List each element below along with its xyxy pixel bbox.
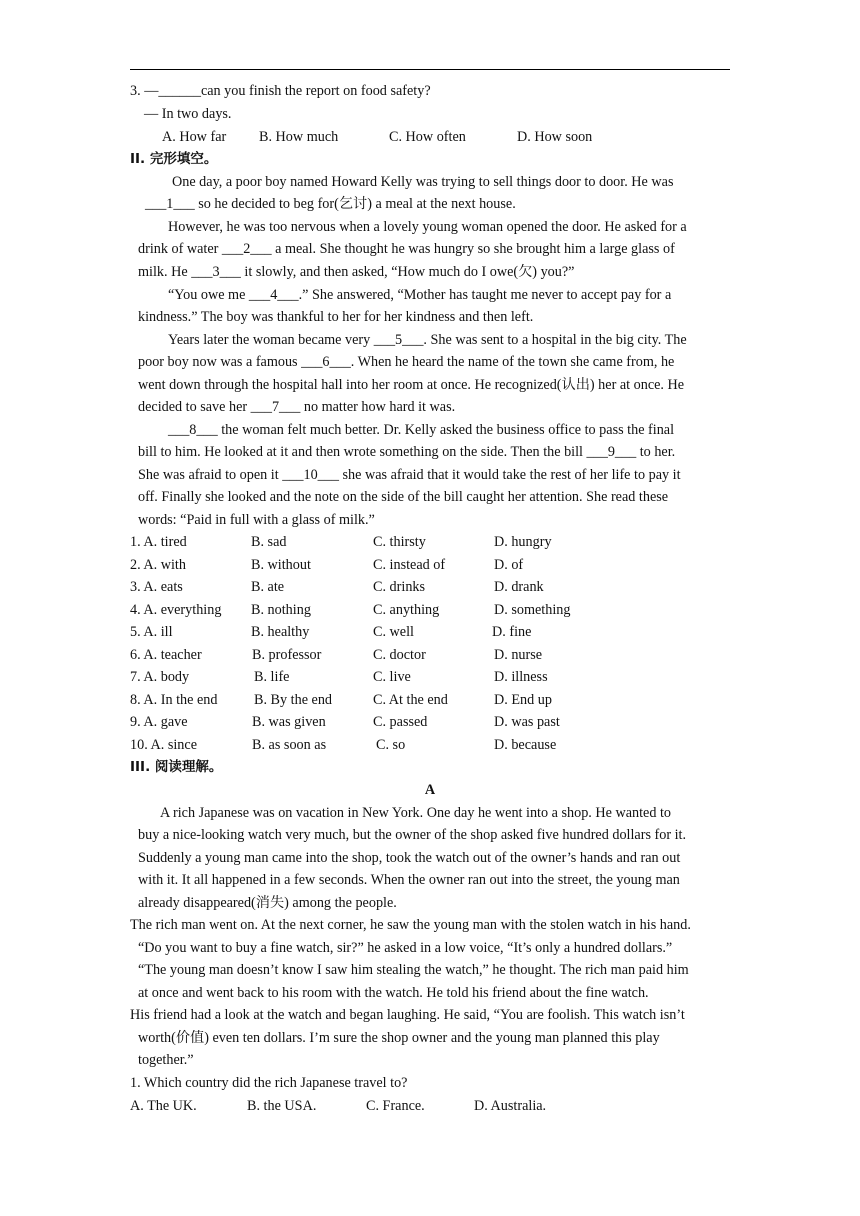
reading-q1-option: A. The UK. [130,1098,197,1114]
section-label: A [424,782,436,798]
cloze-line: decided to save her ___7___ no matter how hard it was. [138,399,456,415]
option-cell: 5. A. ill [130,624,173,640]
option-cell: C. drinks [373,579,426,595]
option-cell: B. By the end [254,692,333,708]
reading-line: “Do you want to buy a fine watch, sir?” he asked in a low voice, “It’s only a hundred dollars.” [138,940,673,956]
option-cell: B. as soon as [252,737,327,753]
option-cell: B. sad [251,534,287,550]
option-cell: 1. A. tired [130,534,187,550]
reading-line: buy a nice-looking watch very much, but the owner of the shop asked five hundred dollars for it. [138,827,687,843]
cloze-heading: II. 完形填空。 [130,151,218,167]
option-cell: B. without [251,557,311,573]
reading-q1-option: B. the USA. [247,1098,317,1114]
option-cell: D. End up [494,692,552,708]
q3-option: D. How soon [517,129,593,145]
reading-line: worth(价值) even ten dollars. I’m sure the shop owner and the young man planned this play [138,1030,660,1046]
cloze-line: She was afraid to open it ___10___ she was afraid that it would take the rest of her life to pay it [138,467,681,483]
reading-line: Suddenly a young man came into the shop, took the watch out of the owner’s hands and ran out [138,850,681,866]
cloze-line: words: “Paid in full with a glass of milk.” [138,512,375,528]
cloze-line: bill to him. He looked at it and then wrote something on the side. Then the bill ___9___ to her. [138,444,676,460]
reading-heading: III. 阅读理解。 [130,759,223,775]
option-cell: D. illness [494,669,548,685]
option-cell: D. because [494,737,557,753]
reading-line: with it. It all happened in a few seconds. When the owner ran out into the street, the young man [138,872,680,888]
cloze-line: ___1___ so he decided to beg for(乞讨) a meal at the next house. [145,196,516,212]
option-cell: D. nurse [494,647,543,663]
option-cell: C. thirsty [373,534,426,550]
q3-option: C. How often [389,129,466,145]
option-cell: C. passed [373,714,428,730]
cloze-line: Years later the woman became very ___5___. She was sent to a hospital in the big city. The [168,332,687,348]
option-cell: 9. A. gave [130,714,188,730]
option-cell: C. so [376,737,406,753]
option-cell: D. of [494,557,524,573]
option-cell: B. was given [252,714,326,730]
cloze-line: One day, a poor boy named Howard Kelly was trying to sell things door to door. He was [172,174,674,190]
q3-answer: — In two days. [144,106,232,122]
reading-line: “The young man doesn’t know I saw him stealing the watch,” he thought. The rich man paid him [138,962,689,978]
reading-line: together.” [138,1052,194,1068]
cloze-line: kindness.” The boy was thankful to her for her kindness and then left. [138,309,534,325]
option-cell: D. something [494,602,571,618]
option-cell: B. healthy [251,624,310,640]
q3-option: B. How much [259,129,339,145]
reading-line: His friend had a look at the watch and began laughing. He said, “You are foolish. This watch isn’t [130,1007,685,1023]
q3-stem: 3. —______can you finish the report on food safety? [130,83,431,99]
option-cell: B. nothing [251,602,311,618]
option-cell: C. doctor [373,647,426,663]
option-cell: D. hungry [494,534,552,550]
option-cell: D. was past [494,714,560,730]
cloze-line: ___8___ the woman felt much better. Dr. Kelly asked the business office to pass the final [168,422,675,438]
option-cell: 7. A. body [130,669,190,685]
option-cell: B. life [254,669,290,685]
cloze-line: drink of water ___2___ a meal. She thought he was hungry so she brought him a large glass of [138,241,675,257]
reading-q1-option: D. Australia. [474,1098,547,1114]
q3-option: A. How far [162,129,227,145]
cloze-line: off. Finally she looked and the note on the side of the bill caught her attention. She read these [138,489,669,505]
option-cell: B. professor [252,647,322,663]
reading-q1-stem: 1. Which country did the rich Japanese travel to? [130,1075,408,1091]
option-cell: C. well [373,624,414,640]
reading-q1-option: C. France. [366,1098,425,1114]
option-cell: C. instead of [373,557,446,573]
option-cell: 8. A. In the end [130,692,218,708]
option-cell: D. drank [494,579,544,595]
reading-line: The rich man went on. At the next corner, he saw the young man with the stolen watch in his hand. [130,917,691,933]
cloze-line: However, he was too nervous when a lovely young woman opened the door. He asked for a [168,219,687,235]
option-cell: C. live [373,669,411,685]
option-cell: C. anything [373,602,440,618]
option-cell: D. fine [492,624,532,640]
reading-line: already disappeared(消失) among the people. [138,895,397,911]
header-rule [130,69,730,70]
reading-line: A rich Japanese was on vacation in New York. One day he went into a shop. He wanted to [160,805,672,821]
reading-line: at once and went back to his room with the watch. He told his friend about the fine watch. [138,985,649,1001]
option-cell: B. ate [251,579,285,595]
option-cell: 6. A. teacher [130,647,202,663]
option-cell: C. At the end [373,692,448,708]
option-cell: 2. A. with [130,557,186,573]
option-cell: 3. A. eats [130,579,183,595]
option-cell: 4. A. everything [130,602,222,618]
cloze-line: poor boy now was a famous ___6___. When he heard the name of the town she came from, he [138,354,675,370]
cloze-line: “You owe me ___4___.” She answered, “Mother has taught me never to accept pay for a [168,287,672,303]
cloze-line: went down through the hospital hall into her room at once. He recognized(认出) her at once. He [138,377,685,393]
option-cell: 10. A. since [130,737,197,753]
cloze-line: milk. He ___3___ it slowly, and then asked, “How much do I owe(欠) you?” [138,264,575,280]
